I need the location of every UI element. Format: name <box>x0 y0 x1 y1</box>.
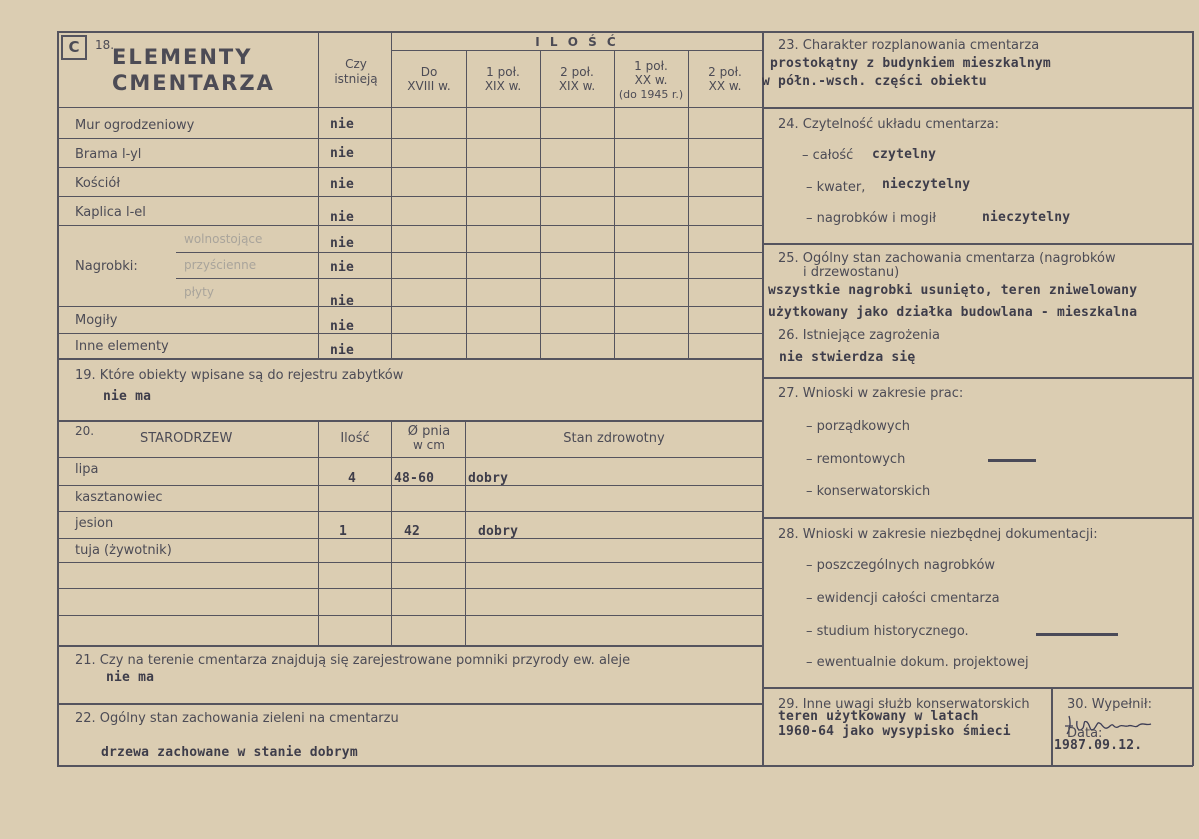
tree-row-count: 1 <box>339 524 348 539</box>
s29-answer-line2: 1960-64 jako wysypisko śmieci <box>778 724 1011 739</box>
s24-item-label: – kwater, <box>806 180 866 195</box>
s20-header-name: STARODRZEW <box>140 431 233 446</box>
grid-line <box>391 420 392 645</box>
row-value-wall: nie <box>330 117 355 132</box>
s20-number: 20. <box>75 424 95 438</box>
s28-question: 28. Wnioski w zakresie niezbędnej dokumentacji: <box>778 527 1098 542</box>
row-value-graves: nie <box>330 319 355 334</box>
frame-top <box>57 31 1193 33</box>
grid-line <box>688 50 689 358</box>
row-value-wall-mounted: nie <box>330 260 355 275</box>
row-value-freestanding: nie <box>330 236 355 251</box>
dash-mark <box>988 459 1036 462</box>
s30-title: 30. Wypełnił: <box>1067 697 1152 712</box>
grid-line <box>465 420 466 645</box>
quantity-header: I L O Ś Ć <box>535 35 619 49</box>
row-value-other: nie <box>330 343 355 358</box>
grid-line <box>392 50 762 51</box>
period-header-1b: XVIII w. <box>407 79 451 93</box>
s24-question: 24. Czytelność układu cmentarza: <box>778 117 1000 132</box>
s20-header-diameter: Ø pnia <box>407 424 451 439</box>
grid-line <box>57 167 762 168</box>
s29-question: 29. Inne uwagi służb konserwatorskich <box>778 697 1030 712</box>
grid-line <box>57 333 762 334</box>
row-label-slabs: płyty <box>184 285 214 299</box>
section-divider <box>762 517 1193 519</box>
tree-row-name: lipa <box>75 462 99 477</box>
s24-item-value: nieczytelny <box>982 210 1071 225</box>
grid-line <box>57 107 762 108</box>
row-value-chapel: nie <box>330 210 355 225</box>
grid-line <box>614 50 615 358</box>
row-label-church: Kościół <box>75 176 121 191</box>
period-header-5a: 2 poł. <box>708 65 742 79</box>
tree-row-health: dobry <box>478 524 519 539</box>
column-divider <box>762 31 764 766</box>
grid-line <box>57 511 762 512</box>
section-divider <box>57 420 762 422</box>
s27-question: 27. Wnioski w zakresie prac: <box>778 386 964 401</box>
s18-number: 18. <box>95 38 115 52</box>
section-letter-box: C <box>61 35 87 60</box>
s23-answer-line2: w półn.-wsch. części obiektu <box>762 74 987 89</box>
row-value-gate: nie <box>330 146 355 161</box>
tree-row-name: tuja (żywotnik) <box>75 543 172 558</box>
grid-line <box>57 457 762 458</box>
frame-right <box>1192 31 1194 766</box>
section-divider <box>762 243 1193 245</box>
s28-item: – ewidencji całości cmentarza <box>806 591 1000 606</box>
tree-row-diameter: 42 <box>404 524 421 539</box>
s26-question: 26. Istniejące zagrożenia <box>778 328 940 343</box>
period-header-4b: XX w. <box>634 73 668 87</box>
col-exists-header-2: istnieją <box>334 72 378 86</box>
s22-answer: drzewa zachowane w stanie dobrym <box>101 745 358 760</box>
period-header-1a: Do <box>420 65 438 79</box>
grid-line <box>57 225 762 226</box>
section-divider <box>57 703 762 705</box>
s28-item: – studium historycznego. <box>806 624 969 639</box>
dash-mark <box>1036 633 1118 636</box>
row-label-other: Inne elementy <box>75 339 169 354</box>
tree-row-name: kasztanowiec <box>75 490 163 505</box>
s21-answer: nie ma <box>106 670 155 685</box>
s27-item: – konserwatorskich <box>806 484 931 499</box>
period-header-3b: XIX w. <box>558 79 596 93</box>
period-header-2b: XIX w. <box>484 79 522 93</box>
section-divider <box>762 687 1193 689</box>
row-label-freestanding: wolnostojące <box>184 232 263 246</box>
section-divider <box>762 107 1193 109</box>
grid-line <box>466 50 467 358</box>
tree-row-diameter: 48-60 <box>394 471 435 486</box>
s18-title-line1: ELEMENTY <box>112 45 253 69</box>
s25-question-line2: i drzewostanu) <box>803 265 900 280</box>
grid-line <box>318 420 319 645</box>
s25-question-line1: 25. Ogólny stan zachowania cmentarza (nagrobków <box>778 251 1116 266</box>
s24-item-label: – nagrobków i mogił <box>806 211 937 226</box>
s19-answer: nie ma <box>103 389 152 404</box>
grid-line <box>318 31 319 358</box>
s28-item: – ewentualnie dokum. projektowej <box>806 655 1029 670</box>
period-header-5b: XX w. <box>708 79 742 93</box>
s25-answer-line1: wszystkie nagrobki usunięto, teren zniwelowany <box>768 283 1138 298</box>
row-label-wall: Mur ogrodzeniowy <box>75 118 195 133</box>
s28-item: – poszczególnych nagrobków <box>806 558 996 573</box>
row-label-tombstones: Nagrobki: <box>75 259 138 274</box>
grid-line <box>57 588 762 589</box>
grid-line <box>57 138 762 139</box>
section-divider <box>57 358 762 360</box>
s24-item-label: – całość <box>802 148 854 163</box>
period-header-3a: 2 poł. <box>560 65 594 79</box>
row-value-slabs: nie <box>330 294 355 309</box>
s18-title-line2: CMENTARZA <box>112 71 275 95</box>
row-label-chapel: Kaplica l-el <box>75 205 146 220</box>
column-divider <box>1051 687 1053 765</box>
s20-header-count: Ilość <box>340 431 370 446</box>
frame-bottom <box>57 765 1193 767</box>
s20-header-diameter-unit: w cm <box>413 438 445 452</box>
grid-line <box>57 196 762 197</box>
row-label-wall-mounted: przyścienne <box>184 258 257 272</box>
grid-line <box>176 278 762 279</box>
s21-question: 21. Czy na terenie cmentarza znajdują się zarejestrowane pomniki przyrody ew. aleje <box>75 653 631 668</box>
section-divider <box>762 377 1193 379</box>
tree-row-name: jesion <box>75 516 114 531</box>
row-value-church: nie <box>330 177 355 192</box>
grid-line <box>57 562 762 563</box>
s29-answer-line1: teren użytkowany w latach <box>778 709 979 724</box>
row-label-graves: Mogiły <box>75 313 118 328</box>
grid-line <box>540 50 541 358</box>
frame-left <box>57 31 59 766</box>
row-label-gate: Brama l-yl <box>75 147 142 162</box>
grid-line <box>57 306 762 307</box>
s24-item-value: czytelny <box>872 147 937 162</box>
s24-item-value: nieczytelny <box>882 177 971 192</box>
col-exists-header-1: Czy <box>345 57 367 71</box>
tree-row-health: dobry <box>468 471 509 486</box>
s23-answer-line1: prostokątny z budynkiem mieszkalnym <box>770 56 1051 71</box>
s27-item: – remontowych <box>806 452 906 467</box>
grid-line <box>176 252 762 253</box>
period-header-2a: 1 poł. <box>486 65 520 79</box>
s27-item: – porządkowych <box>806 419 910 434</box>
s19-question: 19. Które obiekty wpisane są do rejestru zabytków <box>75 368 404 383</box>
s30-date-label: Data: <box>1067 726 1103 741</box>
grid-line <box>391 31 392 358</box>
tree-row-count: 4 <box>348 471 357 486</box>
s30-date-value: 1987.09.12. <box>1054 738 1143 753</box>
s26-answer: nie stwierdza się <box>779 350 916 365</box>
s23-question: 23. Charakter rozplanowania cmentarza <box>778 38 1040 53</box>
section-divider <box>57 645 762 647</box>
period-header-4a: 1 poł. <box>634 59 668 73</box>
s22-question: 22. Ogólny stan zachowania zieleni na cmentarzu <box>75 711 399 726</box>
grid-line <box>57 615 762 616</box>
s25-answer-line2: użytkowany jako działka budowlana - mieszkalna <box>768 305 1138 320</box>
s20-header-health: Stan zdrowotny <box>563 431 665 446</box>
period-header-4c: (do 1945 r.) <box>618 88 684 101</box>
